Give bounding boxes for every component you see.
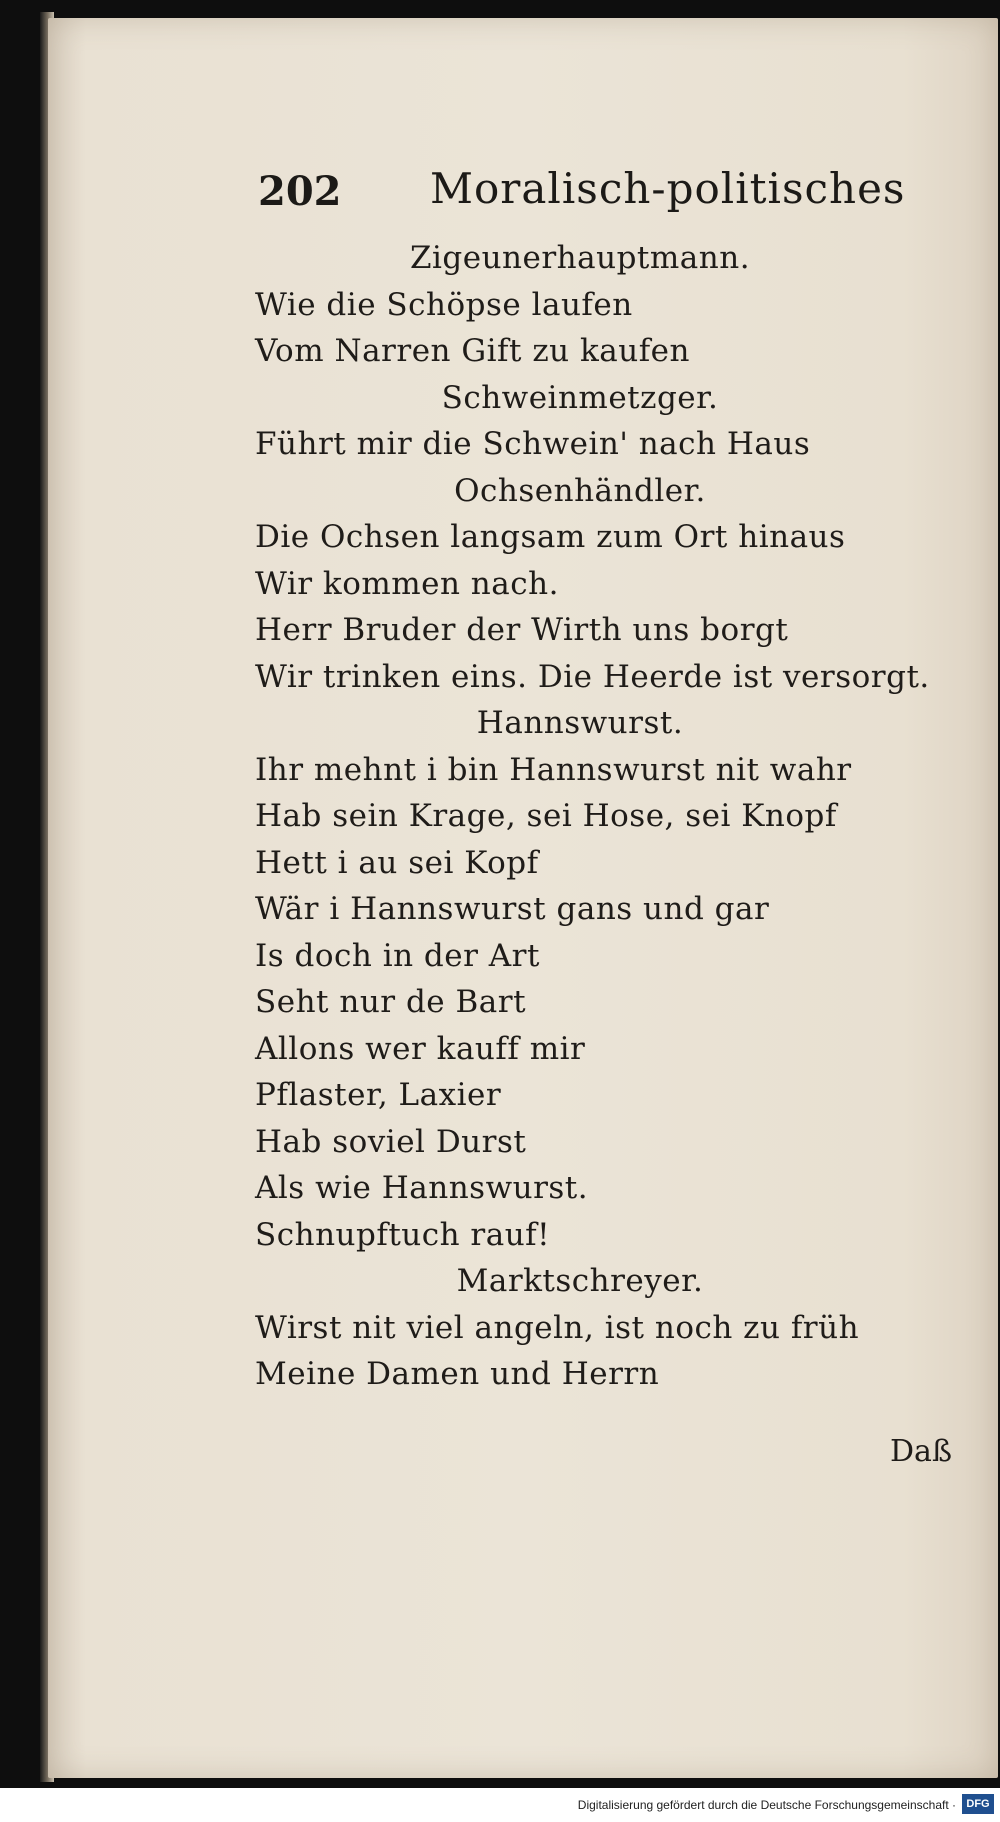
verse-line: Wir trinken eins. Die Heerde ist versorgt. — [255, 658, 930, 695]
verse-line: Hab soviel Durst — [255, 1123, 527, 1160]
verse-line: Wär i Hannswurst gans und gar — [255, 891, 770, 927]
page-number: 202 — [258, 168, 342, 215]
speaker-name: Hannswurst. — [476, 705, 684, 741]
footer-bar — [0, 1788, 1000, 1822]
verse-line: Wir kommen nach. — [255, 565, 559, 602]
speaker-name: Marktschreyer. — [456, 1263, 704, 1299]
verse-line: Als wie Hannswurst. — [255, 1170, 589, 1206]
verse-line: Schnupftuch rauf! — [255, 1216, 551, 1253]
verse-line: Wie die Schöpse laufen — [255, 286, 633, 323]
speaker-name: Ochsenhändler. — [454, 472, 706, 509]
footer-credit: Digitalisierung gefördert durch die Deutsche Forschungsgemeinschaft · — [577, 1798, 956, 1812]
verse-line: Wirst nit viel angeln, ist noch zu früh — [255, 1309, 860, 1346]
verse-line: Herr Bruder der Wirth uns borgt — [255, 612, 789, 648]
verse-line: Ihr mehnt i bin Hannswurst nit wahr — [255, 751, 852, 788]
verse-line: Seht nur de Bart — [255, 984, 527, 1020]
verse-line: Hab sein Krage, sei Hose, sei Knopf — [255, 798, 837, 834]
verse-line: Is doch in der Art — [255, 937, 540, 974]
speaker-name: Zigeunerhauptmann. — [409, 240, 751, 276]
verse-line: Pflaster, Laxier — [255, 1077, 502, 1113]
verse-line: Die Ochsen langsam zum Ort hinaus — [255, 519, 846, 555]
dfg-logo-icon: DFG — [962, 1794, 994, 1814]
verse-line: Vom Narren Gift zu kaufen — [255, 333, 690, 369]
speaker-name: Schweinmetzger. — [441, 379, 719, 416]
verse-line: Allons wer kauff mir — [255, 1030, 586, 1067]
verse-line: Meine Damen und Herrn — [255, 1356, 660, 1392]
verse-line: Hett i au sei Kopf — [255, 844, 539, 881]
catchword: Daß — [890, 1434, 952, 1469]
verse-line: Führt mir die Schwein' nach Haus — [255, 426, 811, 462]
running-head: Moralisch-politisches — [430, 164, 906, 213]
